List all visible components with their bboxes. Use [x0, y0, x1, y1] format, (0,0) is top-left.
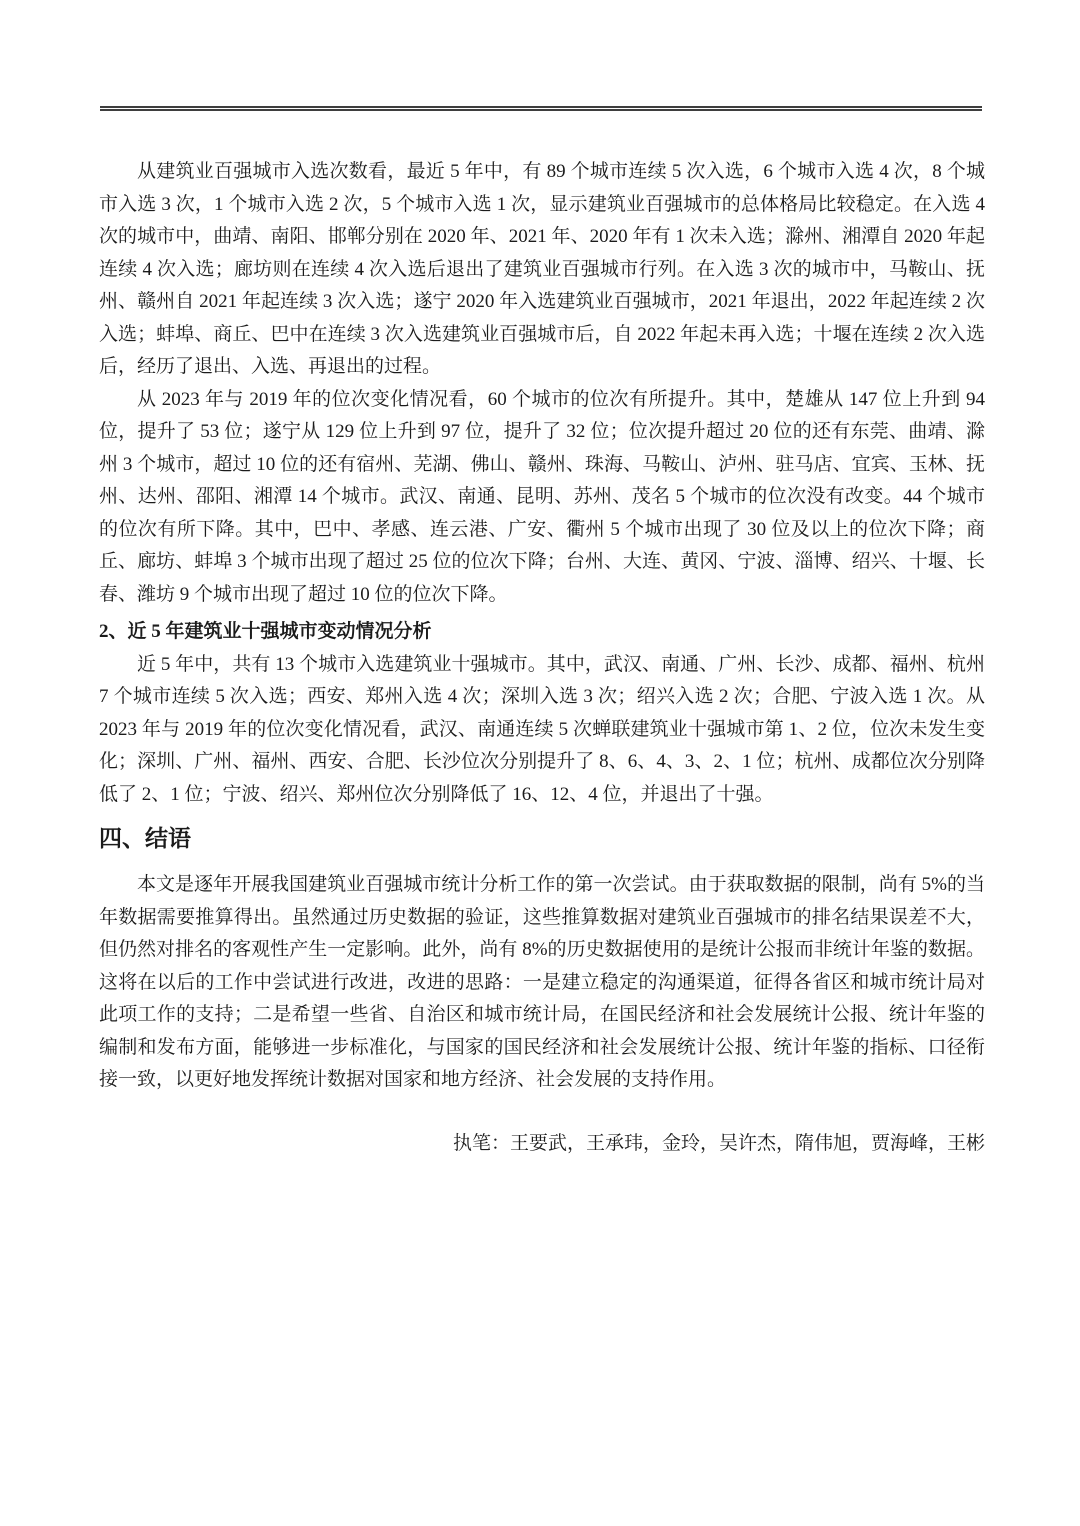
paragraph-conclusion: 本文是逐年开展我国建筑业百强城市统计分析工作的第一次尝试。由于获取数据的限制，尚有 5%的当年数据需要推算得出。虽然通过历史数据的验证，这些推算数据对建筑业百强城市的排名结果误差不大，但仍然对排名的客观性产生一定影响。此外，尚有 8%的历史数据使用的是统计公报而非统计年鉴的数据。这将在以后的工作中尝试进行改进，改进的思路：一是建立稳定的沟通渠道，征得各省区和城市统计局对此项工作的支持；二是希望一些省、自治区和城市统计局，在国民经济和社会发展统计公报、统计年鉴的编制和发布方面，能够进一步标准化，与国家的国民经济和社会发展统计公报、统计年鉴的指标、口径衔接一致，以更好地发挥统计数据对国家和地方经济、社会发展的支持作用。: [99, 874, 985, 1090]
heading-conclusion-number: 四、: [99, 826, 145, 851]
authors-signature-line: 执笔：王要武，王承玮，金玲，吴许杰，隋伟旭，贾海峰，王彬: [452, 1132, 985, 1154]
heading-conclusion-title: 结语: [145, 826, 191, 851]
header-divider-line: [100, 106, 982, 111]
paragraph-top10-details: 近 5 年中，共有 13 个城市入选建筑业十强城市。其中，武汉、南通、广州、长沙、成都、福州、杭州 7 个城市连续 5 次入选；西安、郑州入选 4 次；深圳入选 3 次；绍兴入选 2 次；合肥、宁波入选 1 次。从 2023 年与 2019 年的位次变化情况看，武汉、南通连续 5 次蝉联建筑业十强城市第 1、2 位，位次未发生变化；深圳、广州、福州、西安、合肥、长沙位次分别提升了 8、6、4、3、2、1 位；杭州、成都位次分别降低了 2、1 位；宁波、绍兴、郑州位次分别降低了 16、12、4 位，并退出了十强。: [99, 653, 985, 805]
subheading-top10-analysis: 2、近 5 年建筑业十强城市变动情况分析: [99, 621, 432, 642]
document-body: [99, 156, 985, 1160]
paragraph-top100-selection-counts: 从建筑业百强城市入选次数看，最近 5 年中，有 89 个城市连续 5 次入选，6 个城市入选 4 次，8 个城市入选 3 次，1 个城市入选 2 次，5 个城市入选 1 次，显示建筑业百强城市的总体格局比较稳定。在入选 4 次的城市中，曲靖、南阳、邯郸分别在 2020 年、2021 年、2020 年有 1 次未入选；滁州、湘潭自 2020 年起连续 4 次入选；廊坊则在连续 4 次入选后退出了建筑业百强城市行列。在入选 3 次的城市中，马鞍山、抚州、赣州自 2021 年起连续 3 次入选；遂宁 2020 年入选建筑业百强城市，2021 年退出，2022 年起连续 2 次入选；蚌埠、商丘、巴中在连续 3 次入选建筑业百强城市后，自 2022 年起未再入选；十堰在连续 2 次入选后，经历了退出、入选、再退出的过程。: [99, 161, 985, 377]
heading-conclusion: [99, 822, 985, 856]
paragraph-top100-rank-changes: 从 2023 年与 2019 年的位次变化情况看，60 个城市的位次有所提升。其中，楚雄从 147 位上升到 94 位，提升了 53 位；遂宁从 129 位上升到 97 位，提升了 32 位；位次提升超过 20 位的还有东莞、曲靖、滁州 3 个城市，超过 10 位的还有宿州、芜湖、佛山、赣州、珠海、马鞍山、泸州、驻马店、宜宾、玉林、抚州、达州、邵阳、湘潭 14 个城市。武汉、南通、昆明、苏州、茂名 5 个城市的位次没有改变。44 个城市的位次有所下降。其中，巴中、孝感、连云港、广安、衢州 5 个城市出现了 30 位及以上的位次下降；商丘、廊坊、蚌埠 3 个城市出现了超过 25 位的位次下降；台州、大连、黄冈、宁波、淄博、绍兴、十堰、长春、潍坊 9 个城市出现了超过 10 位的位次下降。: [99, 388, 985, 605]
